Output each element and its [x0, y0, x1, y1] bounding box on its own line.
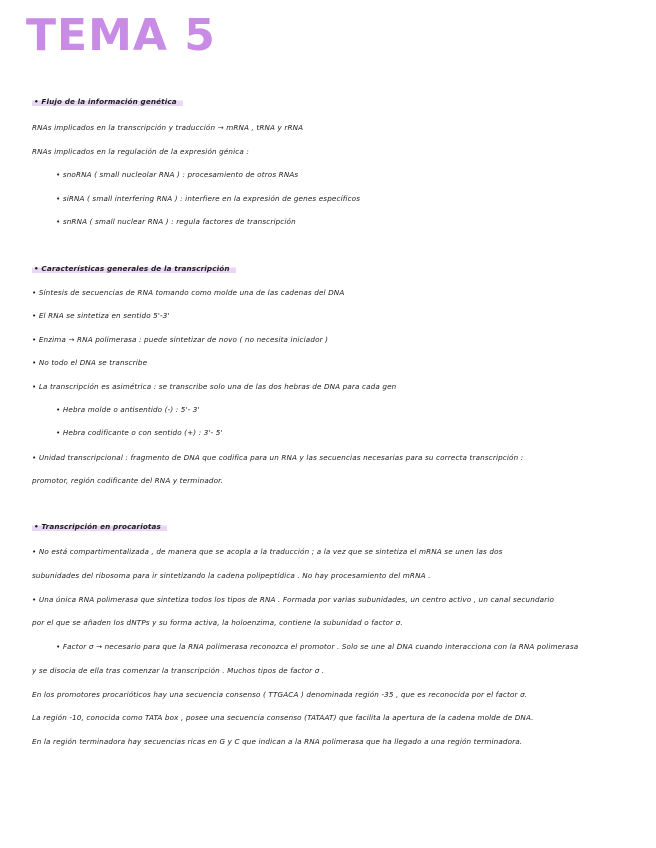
text-line: • No está compartimentalizada , de manera que se acopla a la traducción ; a la vez que se sintetiza el mRNA se unen las dos: [32, 547, 503, 556]
section-heading-procariotas: • Transcripción en procariotas: [32, 522, 167, 531]
text-line: por el que se añaden los dNTPs y su forma activa, la holoenzima, contiene la subunidad o factor σ.: [32, 618, 403, 627]
text-line: • Síntesis de secuencias de RNA tomando como molde una de las cadenas del DNA: [32, 288, 345, 297]
bullet-snrna: • snRNA ( small nuclear RNA ) : regula factores de transcripción: [56, 217, 296, 226]
bullet-hebra-codificante: • Hebra codificante o con sentido (+) : 3'- 5': [56, 428, 223, 437]
section-heading-flujo: • Flujo de la información genética: [32, 97, 183, 106]
text-line: • No todo el DNA se transcribe: [32, 358, 148, 367]
text-line: RNAs implicados en la regulación de la expresión génica :: [32, 147, 249, 156]
text-line: promotor, región codificante del RNA y terminador.: [32, 476, 224, 485]
text-line: • Una única RNA polimerasa que sintetiza todos los tipos de RNA . Formada por varias subunidades, un centro activo , un canal secundario: [32, 595, 555, 604]
text-line: • Unidad transcripcional : fragmento de DNA que codifica para un RNA y las secuencias necesarias para su correcta transcripción :: [32, 453, 524, 462]
page-title: TEMA 5: [26, 10, 216, 61]
text-line: • La transcripción es asimétrica : se transcribe solo una de las dos hebras de DNA para cada gen: [32, 382, 397, 391]
text-line: • Enzima → RNA polimerasa : puede sintetizar de novo ( no necesita iniciador ): [32, 335, 329, 344]
text-line: En la región terminadora hay secuencias ricas en G y C que indican a la RNA polimerasa que ha llegado a una región terminadora.: [32, 737, 523, 746]
text-line: subunidades del ribosoma para ir sintetizando la cadena polipeptídica . No hay procesamiento del mRNA .: [32, 571, 431, 580]
text-line: y se disocia de ella tras comenzar la transcripción . Muchos tipos de factor σ .: [32, 666, 325, 675]
bullet-hebra-molde: • Hebra molde o antisentido (-) : 5'- 3': [56, 405, 200, 414]
text-line: La región -10, conocida como TATA box , posee una secuencia consenso (TATAAT) que facilita la apertura de la cadena molde de DNA.: [32, 713, 534, 722]
section-heading-caracteristicas: • Características generales de la transcripción: [32, 264, 236, 273]
text-line: • El RNA se sintetiza en sentido 5'-3': [32, 311, 170, 320]
text-line: En los promotores procarióticos hay una secuencia consenso ( TTGACA ) denominada región -35 , que es reconocida por el factor σ.: [32, 690, 528, 699]
text-line: RNAs implicados en la transcripción y traducción → mRNA , tRNA y rRNA: [32, 123, 304, 132]
bullet-snorna: • snoRNA ( small nucleolar RNA ) : procesamiento de otros RNAs: [56, 170, 299, 179]
bullet-factor-sigma: • Factor σ → necesario para que la RNA polimerasa reconozca el promotor . Solo se une al DNA cuando interacciona con la RNA polimerasa: [56, 642, 579, 651]
bullet-sirna: • siRNA ( small interfering RNA ) : interfiere en la expresión de genes específicos: [56, 194, 361, 203]
